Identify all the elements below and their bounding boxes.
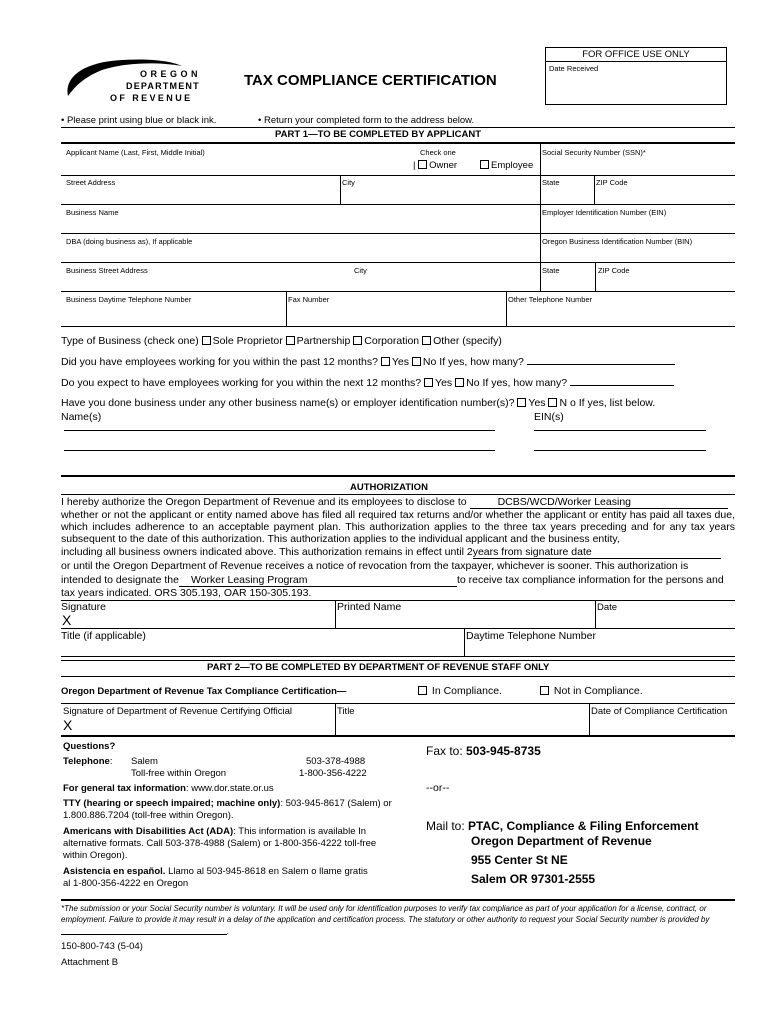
ada-info: Americans with Disabilities Act (ADA): This information is available In alternative formats. Call 503-378-4988 (Salem) or 1-800-356-4222 toll-free within Oregon). bbox=[63, 826, 377, 861]
logo-line1: OREGON bbox=[140, 69, 202, 79]
owner-option[interactable]: | Owner bbox=[413, 160, 458, 171]
business-city-label: City bbox=[354, 266, 367, 275]
in-compliance-checkbox[interactable] bbox=[418, 686, 427, 695]
fax-label: Fax Number bbox=[288, 295, 330, 304]
next-how-many-field[interactable] bbox=[570, 385, 674, 386]
form-number: 150-800-743 (5-04) bbox=[61, 941, 143, 952]
next-no-checkbox[interactable] bbox=[455, 378, 464, 387]
owner-checkbox[interactable] bbox=[418, 160, 427, 169]
other-names-yes-checkbox[interactable] bbox=[517, 398, 526, 407]
mail-line2: Oregon Department of Revenue bbox=[471, 834, 652, 848]
ssn-footnote: *The submission or your Social Security number is voluntary. It will be used only for identification purposes to verify tax compliance as part of your application for a license, contract, or employment. Failure to provide it may result in a delay of the application and certification process. The statutory or other authority to request your Social Security number is provided by. bbox=[61, 904, 710, 936]
past-yes-checkbox[interactable] bbox=[381, 357, 390, 366]
other-names-no-checkbox[interactable] bbox=[548, 398, 557, 407]
dor-date-label: Date of Compliance Certification bbox=[591, 706, 728, 717]
instruction-ink: • Please print using blue or black ink. bbox=[61, 115, 217, 126]
dba-label: DBA (doing business as), If applicable bbox=[66, 237, 193, 246]
dor-signature-x[interactable]: X bbox=[63, 717, 73, 733]
office-use-box bbox=[545, 47, 727, 105]
eins-label: EIN(s) bbox=[534, 411, 564, 423]
effect-until-field[interactable]: years from signature date bbox=[473, 546, 721, 559]
other-checkbox[interactable] bbox=[422, 336, 431, 345]
title-label: Title (if applicable) bbox=[61, 630, 146, 642]
tollfree-number: 1-800-356-4222 bbox=[299, 768, 367, 779]
eins-line-2[interactable] bbox=[534, 450, 706, 451]
tollfree-label: Toll-free within Oregon bbox=[131, 768, 227, 779]
employee-option[interactable]: Employee bbox=[480, 160, 533, 171]
form-title: TAX COMPLIANCE CERTIFICATION bbox=[244, 72, 497, 89]
authorization-heading: AUTHORIZATION bbox=[350, 482, 428, 493]
mail-to: Mail to: PTAC, Compliance & Filing Enforcement bbox=[426, 819, 699, 833]
office-use-title: FOR OFFICE USE ONLY bbox=[546, 48, 726, 62]
past-employees-row: Did you have employees working for you within the past 12 months? Yes No If yes, how many? bbox=[61, 356, 675, 368]
employee-checkbox[interactable] bbox=[480, 160, 489, 169]
questions-label: Questions? bbox=[63, 741, 116, 752]
business-name-label: Business Name bbox=[66, 208, 119, 217]
partnership-checkbox[interactable] bbox=[286, 336, 295, 345]
attachment-label: Attachment B bbox=[61, 957, 119, 968]
fax-to: Fax to: 503-945-8735 bbox=[426, 744, 541, 758]
or-separator: --or-- bbox=[426, 782, 450, 794]
tty-info: TTY (hearing or speech impaired; machine only): 503-945-8617 (Salem) or 1.800.886.7204 (toll-free within Oregon). bbox=[63, 798, 392, 821]
business-zip-label: ZIP Code bbox=[598, 266, 630, 275]
city-label: City bbox=[342, 178, 355, 187]
signature-label: Signature bbox=[61, 601, 106, 613]
street-address-label: Street Address bbox=[66, 178, 116, 187]
type-of-business-row: Type of Business (check one) Sole Proprietor Partnership Corporation Other (specify) bbox=[61, 335, 502, 347]
general-info: For general tax information: www.dor.state.or.us bbox=[63, 783, 274, 794]
date-label: Date bbox=[597, 602, 618, 613]
auth-line-designate: intended to designate the Worker Leasing Program to receive tax compliance information for the persons and bbox=[61, 574, 724, 586]
mail-line4: Salem OR 97301-2555 bbox=[471, 872, 596, 886]
authority-field[interactable] bbox=[61, 925, 227, 935]
ein-label: Employer Identification Number (EIN) bbox=[542, 208, 667, 217]
zip-label: ZIP Code bbox=[596, 178, 628, 187]
salem-label: Salem bbox=[131, 756, 158, 767]
past-how-many-field[interactable] bbox=[527, 364, 675, 365]
other-names-row: Have you done business under any other business name(s) or employer identification number(s)? Yes N o If yes, list below. bbox=[61, 397, 656, 409]
dor-title-label: Title bbox=[337, 706, 355, 717]
state-label: State bbox=[542, 178, 560, 187]
in-compliance-option[interactable]: In Compliance. bbox=[418, 685, 502, 697]
part1-heading: PART 1—TO BE COMPLETED BY APPLICANT bbox=[275, 129, 482, 140]
eins-line-1[interactable] bbox=[534, 430, 706, 431]
disclose-to-field[interactable]: DCBS/WCD/Worker Leasing bbox=[470, 496, 728, 509]
logo-line3: OF REVENUE bbox=[110, 93, 193, 103]
applicant-name-label: Applicant Name (Last, First, Middle Initial) bbox=[66, 148, 205, 157]
business-street-label: Business Street Address bbox=[66, 266, 148, 275]
instruction-return: • Return your completed form to the address below. bbox=[258, 115, 475, 126]
compliance-cert-label: Oregon Department of Revenue Tax Compliance Certification— bbox=[61, 686, 347, 697]
other-phone-label: Other Telephone Number bbox=[508, 295, 593, 304]
daytime-phone-label: Business Daytime Telephone Number bbox=[66, 295, 192, 304]
bin-label: Oregon Business Identification Number (BIN) bbox=[542, 237, 693, 246]
dor-signature-label: Signature of Department of Revenue Certifying Official bbox=[63, 706, 292, 717]
names-line-2[interactable] bbox=[64, 450, 495, 451]
part2-heading: PART 2—TO BE COMPLETED BY DEPARTMENT OF REVENUE STAFF ONLY bbox=[207, 662, 550, 673]
names-line-1[interactable] bbox=[64, 430, 495, 431]
not-in-compliance-checkbox[interactable] bbox=[540, 686, 549, 695]
sole-proprietor-checkbox[interactable] bbox=[202, 336, 211, 345]
mail-line3: 955 Center St NE bbox=[471, 853, 568, 867]
auth-line1: I hereby authorize the Oregon Department of Revenue and its employees to disclose to DCBS/WCD/Worker Leasing bbox=[61, 496, 728, 509]
logo-line2: DEPARTMENT bbox=[126, 81, 200, 91]
not-in-compliance-option[interactable]: Not in Compliance. bbox=[540, 685, 643, 697]
dor-logo bbox=[64, 56, 214, 106]
names-label: Name(s) bbox=[61, 411, 102, 423]
auth-line-effect: including all business owners indicated above. This authorization remains in effect until 2years from signature date bbox=[61, 546, 721, 559]
check-one-label: Check one bbox=[420, 148, 456, 157]
printed-name-label: Printed Name bbox=[337, 601, 402, 613]
past-no-checkbox[interactable] bbox=[412, 357, 421, 366]
next-yes-checkbox[interactable] bbox=[424, 378, 433, 387]
next-employees-row: Do you expect to have employees working for you within the next 12 months? Yes No If yes, how many? bbox=[61, 377, 674, 389]
auth-line-ors: tax years indicated. ORS 305.193, OAR 150-305.193. bbox=[61, 587, 312, 599]
auth-paragraph: whether or not the applicant or entity named above has filed all required tax returns and/or whether the applicant or entity has paid all taxes due, which includes adherence to an acceptable payment plan. This authorization applies to the three tax years preceding and for any tax years subsequent to the date of this authorization. This authorization applies to the individual applicant and the business entity, bbox=[61, 509, 735, 545]
salem-number: 503-378-4988 bbox=[306, 756, 366, 767]
date-received-label: Date Received bbox=[549, 64, 599, 73]
corporation-checkbox[interactable] bbox=[353, 336, 362, 345]
business-state-label: State bbox=[542, 266, 560, 275]
ssn-label: Social Security Number (SSN)* bbox=[542, 148, 646, 157]
auth-line-revocation: or until the Oregon Department of Revenue receives a notice of revocation from the taxpayer, whichever is sooner. This authorization is bbox=[61, 560, 689, 572]
spanish-info: Asistencia en español. Llamo al 503-945-8618 en Salem o llame gratis al 1-800-356-4222 en Oregon bbox=[63, 866, 368, 889]
daytime-phone-sig-label: Daytime Telephone Number bbox=[466, 630, 596, 642]
signature-x[interactable]: X bbox=[62, 612, 72, 628]
designate-field[interactable]: Worker Leasing Program bbox=[179, 574, 457, 587]
telephone-label: Telephone: bbox=[63, 756, 113, 767]
